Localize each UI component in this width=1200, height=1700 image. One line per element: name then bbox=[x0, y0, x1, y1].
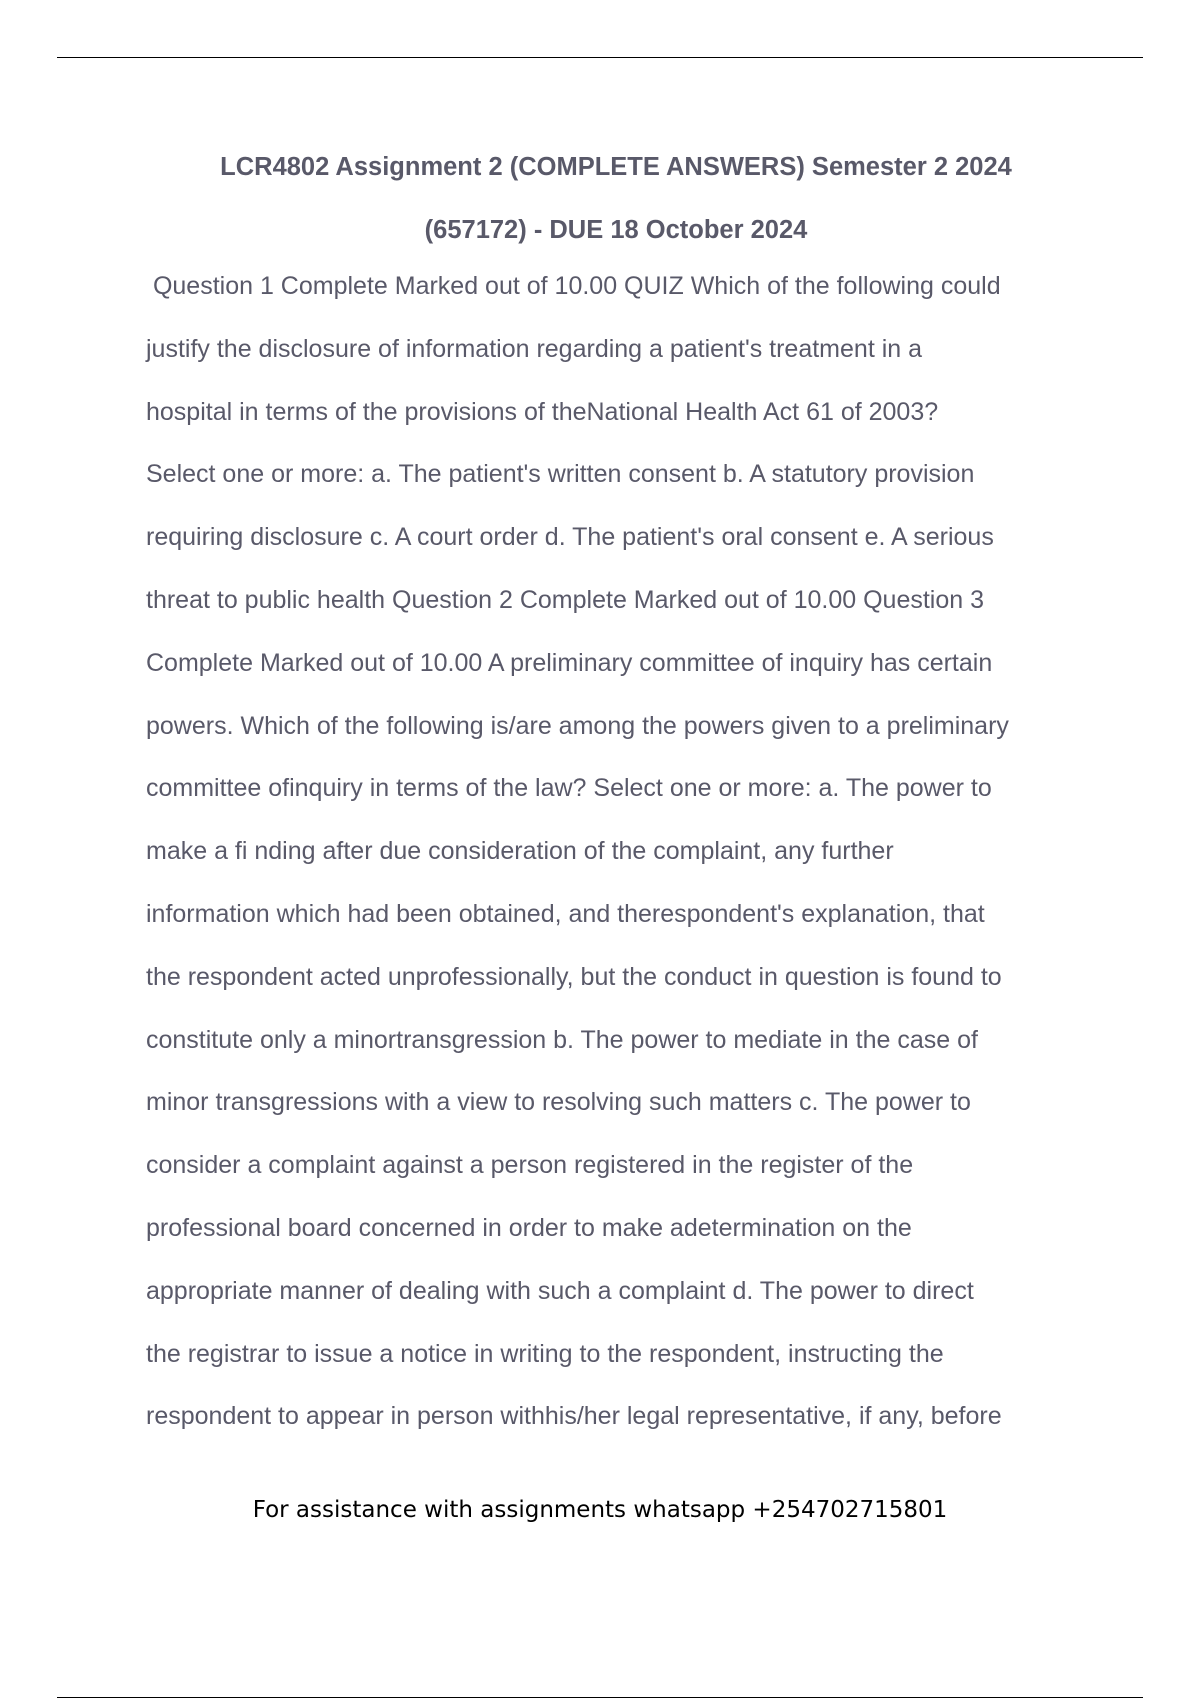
body-line: minor transgressions with a view to resolving such matters c. The power to bbox=[146, 1088, 971, 1117]
body-line: constitute only a minortransgression b. The power to mediate in the case of bbox=[146, 1025, 978, 1054]
body-line: justify the disclosure of information regarding a patient's treatment in a bbox=[146, 334, 923, 363]
body-line: requiring disclosure c. A court order d. The patient's oral consent e. A serious bbox=[146, 523, 994, 552]
title-line-2: (657172) - DUE 18 October 2024 bbox=[424, 216, 808, 244]
body-line: threat to public health Question 2 Complete Marked out of 10.00 Question 3 bbox=[146, 585, 985, 614]
body-line: respondent to appear in person withhis/her legal representative, if any, before bbox=[146, 1402, 1002, 1431]
body-line: the respondent acted unprofessionally, but the conduct in question is found to bbox=[146, 962, 1002, 991]
body-line: information which had been obtained, and therespondent's explanation, that bbox=[146, 899, 985, 928]
title-line-1: LCR4802 Assignment 2 (COMPLETE ANSWERS) Semester 2 2024 bbox=[220, 153, 1012, 181]
document-title bbox=[146, 136, 1086, 262]
body-line: hospital in terms of the provisions of theNational Health Act 61 of 2003? bbox=[146, 397, 939, 426]
assistance-note: For assistance with assignments whatsapp +254702715801 bbox=[252, 1497, 948, 1523]
body-line: powers. Which of the following is/are among the powers given to a preliminary bbox=[146, 711, 1009, 740]
question-text bbox=[146, 255, 1106, 1448]
body-line: professional board concerned in order to make adetermination on the bbox=[146, 1213, 912, 1242]
body-line: the registrar to issue a notice in writing to the respondent, instructing the bbox=[146, 1339, 944, 1368]
body-line: Complete Marked out of 10.00 A preliminary committee of inquiry has certain bbox=[146, 648, 993, 677]
body-line: consider a complaint against a person registered in the register of the bbox=[146, 1151, 914, 1180]
body-line: Select one or more: a. The patient's written consent b. A statutory provision bbox=[146, 460, 975, 489]
body-line: make a fi nding after due consideration of the complaint, any further bbox=[146, 837, 894, 866]
body-line: committee ofinquiry in terms of the law? Select one or more: a. The power to bbox=[146, 774, 992, 803]
bottom-rule bbox=[57, 1697, 1143, 1698]
body-line: appropriate manner of dealing with such a complaint d. The power to direct bbox=[146, 1276, 974, 1305]
top-rule bbox=[57, 57, 1143, 58]
body-line: Question 1 Complete Marked out of 10.00 QUIZ Which of the following could bbox=[146, 272, 1001, 300]
